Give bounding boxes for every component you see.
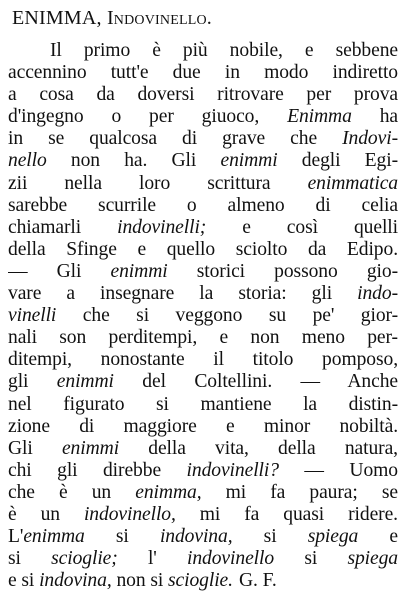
text-run: — Uomo	[278, 459, 398, 481]
text-run: zii nella loro scrittura	[8, 172, 308, 194]
text-line	[8, 195, 398, 217]
text-run: a cosa da doversi ritrovare per prova	[8, 84, 398, 106]
text-line	[8, 128, 398, 150]
italic-term: indovina,	[159, 526, 233, 548]
headword-secondary: Indovinello.	[106, 7, 212, 29]
text-run: che è un	[8, 481, 136, 503]
text-run: mi fa quasi ridere.	[175, 503, 398, 525]
headword-main: ENIMMA,	[12, 7, 102, 29]
text-line	[8, 394, 398, 416]
italic-term: enimmi	[61, 437, 120, 459]
italic-term: spiega	[307, 526, 359, 548]
text-line	[8, 548, 398, 570]
text-run: nel figurato si mantiene la distin-	[8, 393, 398, 415]
text-line	[8, 217, 398, 239]
text-run: non si	[111, 570, 168, 592]
text-run: l'	[117, 548, 187, 570]
text-run: del Coltellini. — Anche	[113, 371, 398, 393]
text-line	[8, 173, 398, 195]
text-line	[8, 349, 398, 371]
text-line	[8, 482, 398, 504]
text-run: degli Egi-	[277, 150, 398, 172]
italic-term: nello	[8, 150, 47, 172]
text-run: Il primo è più nobile, e sebbene	[50, 40, 398, 61]
italic-term: indovinelli?	[186, 459, 279, 481]
text-run: e così quelli	[206, 216, 398, 238]
text-line	[8, 62, 398, 84]
text-run: accennino tutt'e due in modo indiretto	[8, 62, 398, 84]
text-line	[8, 570, 398, 592]
text-run: ha	[351, 106, 398, 128]
text-run: mi fa paura; se	[201, 481, 398, 503]
italic-term: Indovi-	[342, 128, 398, 150]
text-run: L'	[8, 526, 24, 548]
text-line	[8, 460, 398, 482]
text-line	[8, 150, 398, 172]
text-run: si	[8, 548, 52, 570]
text-run: della Sfinge e quello sciolto da Edipo.	[8, 238, 398, 260]
italic-term: enimma,	[135, 481, 202, 503]
text-run: si	[274, 548, 348, 570]
entry-headword	[12, 6, 398, 30]
text-run: della vita, della natura,	[119, 437, 398, 459]
text-run: zione di maggiore e minor nobiltà.	[8, 415, 398, 437]
text-run: vare a insegnare la storia: gli	[8, 283, 358, 305]
text-run: si	[232, 526, 308, 548]
text-line	[8, 416, 398, 438]
italic-term: vinelli	[8, 305, 57, 327]
text-run: in se qualcosa di grave che	[8, 128, 343, 150]
text-line	[8, 305, 398, 327]
text-line	[8, 438, 398, 460]
text-run: e si	[8, 570, 40, 592]
author-signature: G. F.	[238, 570, 277, 592]
text-run: Gli	[8, 437, 62, 459]
text-run: gli	[8, 371, 57, 393]
text-line	[8, 106, 398, 128]
italic-term: Enimma	[287, 106, 352, 128]
text-run: e	[358, 526, 398, 548]
italic-term: indovinelli;	[117, 216, 207, 238]
italic-term: indovinello	[187, 548, 275, 570]
text-run: è un	[8, 503, 84, 525]
italic-term: enimmi	[56, 371, 114, 393]
text-line	[8, 261, 398, 283]
italic-term: scioglie;	[51, 548, 118, 570]
text-line	[8, 239, 398, 261]
text-line	[8, 283, 398, 305]
text-run: che si veggono su pe' gior-	[56, 305, 398, 327]
text-line	[8, 504, 398, 526]
text-run: non ha. Gli	[46, 150, 221, 172]
text-run: ditempi, nonostante il titolo pomposo,	[8, 349, 398, 371]
italic-term: enimmi	[220, 150, 278, 172]
text-run: — Gli	[8, 260, 111, 282]
text-run: nali son perditempi, e non meno per-	[8, 327, 398, 349]
italic-term: enimmi	[110, 260, 168, 282]
text-line	[8, 327, 398, 349]
text-run: si	[84, 526, 160, 548]
italic-term: indo-	[357, 283, 398, 305]
italic-term: enimmatica	[307, 172, 398, 194]
text-line	[8, 84, 398, 106]
italic-term: indovina,	[39, 570, 112, 592]
text-run: chiamarli	[8, 216, 118, 238]
italic-term: indovinello,	[83, 503, 176, 525]
text-run: storici possono gio-	[167, 260, 398, 282]
text-line	[8, 40, 398, 62]
text-run: chi gli direbbe	[8, 459, 187, 481]
text-line	[8, 526, 398, 548]
italic-term: spiega	[347, 548, 398, 570]
text-run: d'ingegno o per giuoco,	[8, 106, 288, 128]
italic-term: enimma	[23, 526, 85, 548]
text-run: sarebbe scurrile o almeno di celia	[8, 194, 398, 216]
text-line	[8, 371, 398, 393]
italic-term: scioglie.	[168, 570, 233, 592]
entry-body	[8, 40, 398, 592]
